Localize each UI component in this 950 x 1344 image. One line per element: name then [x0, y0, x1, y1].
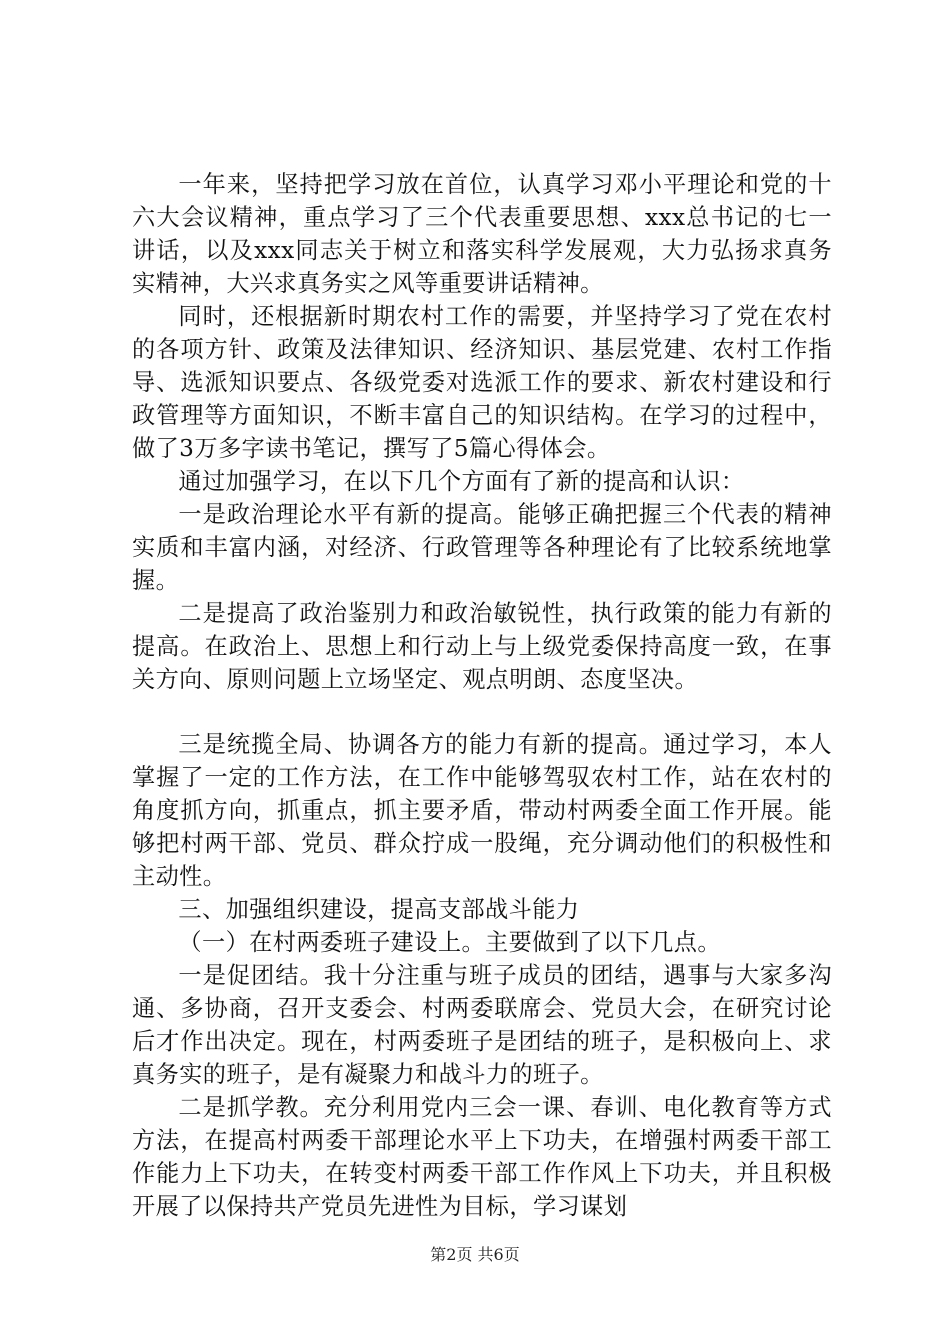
- paragraph-political-sensitivity: 二是提高了政治鉴别力和政治敏锐性，执行政策的能力有新的提高。在政治上、思想上和行动上与上级党委保持高度一致，在事关方向、原则问题上立场坚定、观点明朗、态度坚决。: [132, 600, 832, 693]
- subsection-heading-committee: （一）在村两委班子建设上。主要做到了以下几点。: [178, 929, 721, 956]
- paragraph-rural-knowledge: 同时，还根据新时期农村工作的需要，并坚持学习了党在农村的各项方针、政策及法律知识、经济知识、基层党建、农村工作指导、选派知识要点、各级党委对选派工作的要求、新农村建设和行政管理等方面知识，不断丰富自己的知识结构。在学习的过程中，做了3万多字读书笔记，撰写了5篇心得体会。: [132, 303, 832, 462]
- paragraph-gap: [132, 696, 832, 728]
- paragraph-improvements-intro: 通过加强学习，在以下几个方面有了新的提高和认识：: [178, 468, 745, 495]
- paragraph-study-overview: 一年来，坚持把学习放在首位，认真学习邓小平理论和党的十六大会议精神，重点学习了三个代表重要思想、xxx总书记的七一讲话，以及xxx同志关于树立和落实科学发展观，大力弘扬求真务实精神，大兴求真务实之风等重要讲话精神。: [132, 171, 832, 297]
- paragraph-overall-coordination: 三是统揽全局、协调各方的能力有新的提高。通过学习，本人掌握了一定的工作方法，在工作中能够驾驭农村工作，站在农村的角度抓方向，抓重点，抓主要矛盾，带动村两委全面工作开展。能够把村两干部、党员、群众拧成一股绳，充分调动他们的积极性和主动性。: [132, 731, 832, 890]
- paragraph-unity: 一是促团结。我十分注重与班子成员的团结，遇事与大家多沟通、多协商，召开支委会、村两委联席会、党员大会，在研究讨论后才作出决定。现在，村两委班子是团结的班子，是积极向上、求真务实的班子，是有凝聚力和战斗力的班子。: [132, 962, 832, 1088]
- paragraph-political-theory: 一是政治理论水平有新的提高。能够正确把握三个代表的精神实质和丰富内涵，对经济、行政管理等各种理论有了比较系统地掌握。: [132, 501, 832, 594]
- document-body: [132, 168, 832, 1223]
- page-number-footer: 第2页 共6页: [430, 1245, 520, 1264]
- section-heading-organization: 三、加强组织建设，提高支部战斗能力: [178, 896, 580, 923]
- paragraph-education: 二是抓学教。充分利用党内三会一课、春训、电化教育等方式方法，在提高村两委干部理论水平上下功夫，在增强村两委干部工作能力上下功夫，在转变村两委干部工作作风上下功夫，并且积极开展了以保持共产党员先进性为目标，学习谋划: [132, 1094, 832, 1220]
